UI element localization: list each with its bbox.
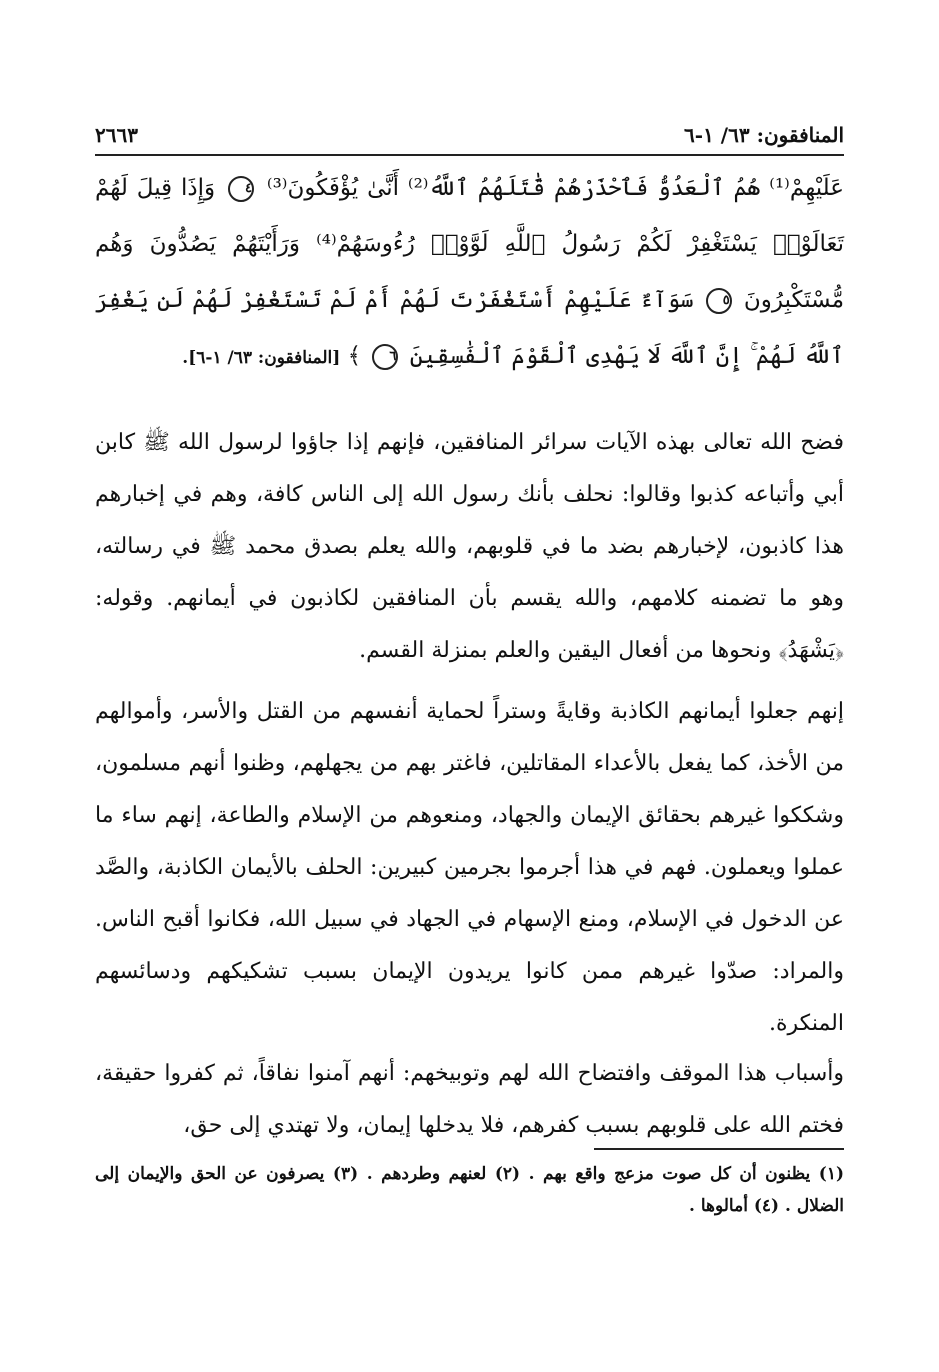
verse-line-3: سَوَآءٌ عَلَيْهِمْ أَسْتَغْفَرْتَ لَهُمْ أَمْ لَمْ تَسْتَغْفِرْ لَهُمْ لَن يَغْفِرَ ٱللَّهُ لَهُمْ ۚ إِنَّ ٱللَّهَ لَا يَهْدِى ٱلْقَوْمَ ٱلْفَٰسِقِينَ (95, 287, 844, 369)
ayah-marker-6: ٦ (372, 344, 398, 370)
footnote-divider (594, 1148, 844, 1150)
commentary-paragraph-3: وأسباب هذا الموقف وافتضاح الله لهم وتوبيخهم: أنهم آمنوا نفاقاً، ثم كفروا حقيقة، فختم الله على قلوبهم بسبب كفرهم، فلا يدخلها إيمان، ولا تهتدي إلى حق، (95, 1061, 844, 1138)
verse-line-2: وَإِذَا قِيلَ لَهُمْ تَعَالَوْا۟ يَسْتَغْفِرْ لَكُمْ رَسُولُ ٱللَّهِ لَوَّوْا۟ رُءُوسَهُمْ⁽⁴⁾ وَرَأَيْتَهُمْ يَصُدُّونَ وَهُم مُّسْتَكْبِرُونَ (95, 175, 845, 313)
verse-line-1: عَلَيْهِمْ⁽¹⁾ هُمُ ٱلْعَدُوُّ فَٱحْذَرْهُمْ قَٰتَلَهُمُ ٱللَّهُ⁽²⁾ أَنَّىٰ يُؤْفَكُونَ⁽³⁾ (266, 175, 845, 201)
commentary-paragraph-1: فضح الله تعالى بهذه الآيات سرائر المنافقين، فإنهم إذا جاؤوا لرسول الله ﷺ كابن أبي وأتباعه كذبوا وقالوا: نحلف بأنك رسول الله إلى الناس كافة، وهم في إخبارهم هذا كاذبون، لإخبارهم بضد ما في قلوبهم، والله يعلم بصدق محمد ﷺ في رسالته، وهو ما تضمنه كلامهم، والله يقسم بأن المنافقين لكاذبون في أيمانهم. وقوله: ﴿يَشْهَدُ﴾ ونحوها من أفعال اليقين والعلم بمنزلة القسم. (95, 430, 844, 663)
ayah-marker-5: ٥ (706, 288, 732, 314)
verse-citation: [المنافقون: ٦٣/ ١-٦]. (182, 348, 341, 368)
page-number: ٢٦٦٣ (95, 123, 138, 147)
ayah-marker-4: ٤ (228, 176, 254, 202)
footnotes: (١) يظنون أن كل صوت مزعج واقع بهم . (٢) لعنهم وطردهم . (٣) يصرفون عن الحق والإيمان إلى الضلال . (٤) أمالوها . (95, 1164, 844, 1216)
running-header (95, 118, 844, 152)
surah-reference: المنافقون: ٦٣/ ١-٦ (684, 123, 844, 147)
verse-closing-bracket: ﴾ (347, 343, 362, 369)
header-divider (95, 154, 844, 156)
commentary-paragraph-2: إنهم جعلوا أيمانهم الكاذبة وقايةً وستراً لحماية أنفسهم من القتل والأسر، وأموالهم من الأخذ، كما يفعل بالأعداء المقاتلين، فاغتر بهم من يجهلهم، وظنوا أنهم مسلمون، وشككوا غيرهم بحقائق الإيمان والجهاد، ومنعوهم من الإسلام والطاعة، إنهم ساء ما عملوا ويعملون. فهم في هذا أجرموا بجرمين كبيرين: الحلف بالأيمان الكاذبة، والصَّد عن الدخول في الإسلام، ومنع الإسهام في الجهاد في سبيل الله، فكانوا أقبح الناس. والمراد: صدّوا غيرهم ممن كانوا يريدون الإيمان بسبب تشكيكهم ودسائسهم المنكرة. (95, 699, 844, 1036)
quran-verse-block (95, 160, 844, 386)
